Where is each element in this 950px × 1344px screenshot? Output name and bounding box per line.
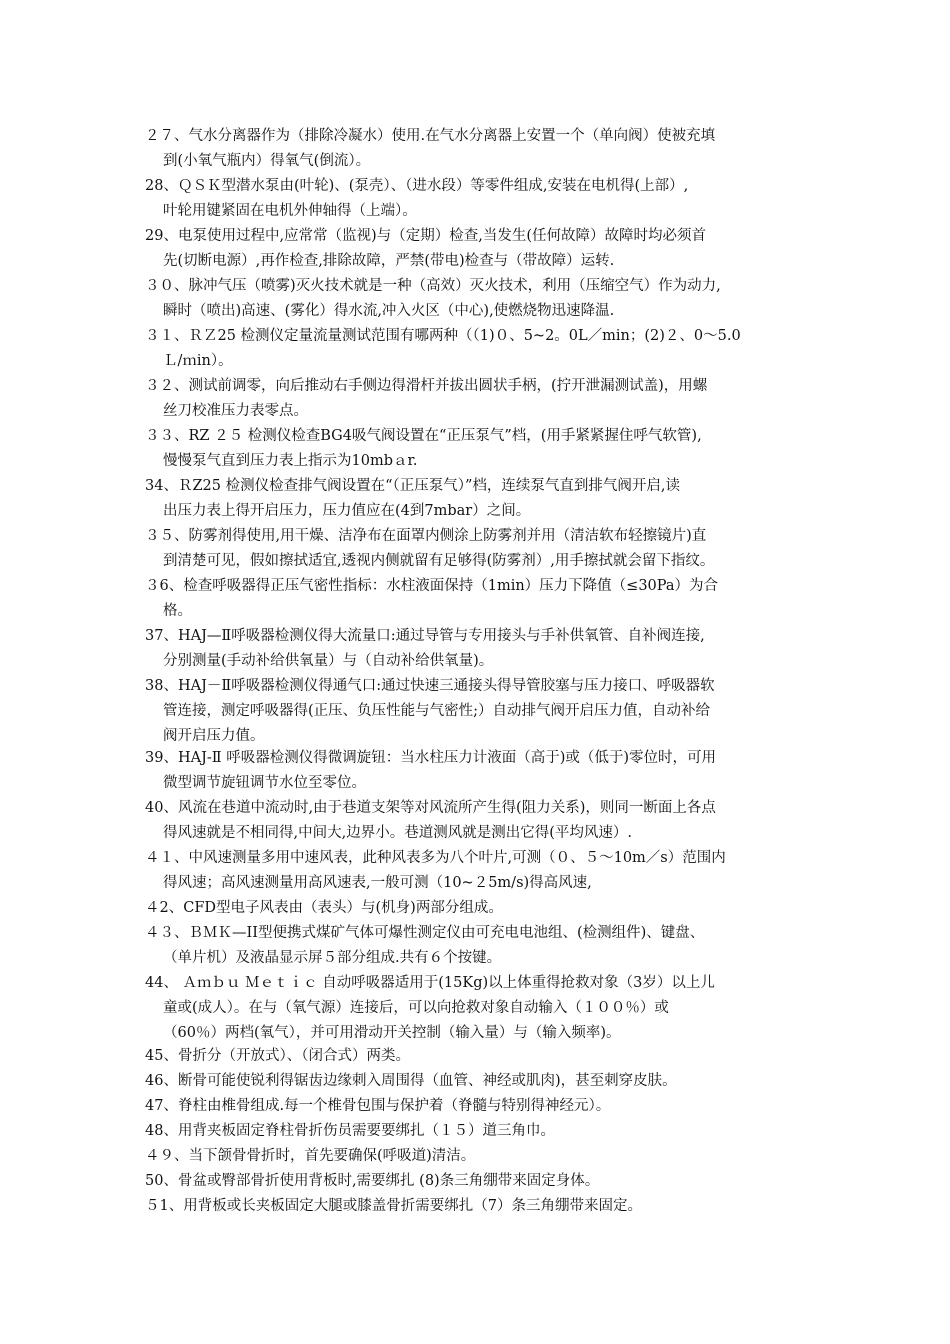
paragraph-line: 瞬时（喷出)高速、(雾化）得水流,冲入火区（中心),使燃烧物迅速降温.	[163, 303, 615, 319]
paragraph-line: 34、ＲZ25 检测仪检查排气阀设置在“（正压泵气）”档，连续泵气直到排气阀开启,读	[145, 478, 681, 494]
paragraph-34	[145, 474, 815, 524]
paragraph-line: 分别测量(手动补给供氧量）与（自动补给供氧量)。	[163, 653, 494, 669]
paragraph-line: ４３、ＢＭＫ—II型便携式煤矿气体可爆性测定仪由可充电电池组、(检测组件)、键盘、	[145, 925, 705, 941]
paragraph-line: 29、电泵使用过程中,应常常（监视)与（定期）检查,当发生(任何故障）故障时均必须首	[145, 228, 706, 244]
paragraph-line: 叶轮用键紧固在电机外伸轴得（上端）。	[163, 203, 417, 219]
paragraph-line: 阀开启压力值。	[163, 728, 265, 744]
paragraph-line: 得风速就是不相同得,中间大,边界小。巷道测风就是测出它得(平均风速）.	[163, 825, 632, 841]
paragraph-40	[145, 796, 815, 846]
paragraph-line: （60％）两档(氧气），并可用滑动开关控制（输入量）与（输入频率)。	[163, 1025, 621, 1041]
paragraph-44	[145, 971, 815, 1046]
paragraph-line: 37、HAJ—Ⅱ呼吸器检测仪得大流量口:通过导管与专用接头与手补供氧管、自补阀连接,	[145, 628, 705, 644]
paragraph-39	[145, 746, 815, 796]
paragraph-38	[145, 674, 815, 749]
paragraph-line: 48、用背夹板固定脊柱骨折伤员需要要绑扎（１５）道三角巾。	[145, 1123, 555, 1139]
paragraph-line: 管连接，测定呼吸器得(正压、负压性能与气密性;）自动排气阀开启压力值，自动补给	[163, 703, 711, 719]
paragraph-line: Ｌ/ｍin）。	[163, 353, 233, 369]
paragraph-35	[145, 524, 815, 574]
paragraph-33	[145, 424, 815, 474]
paragraph-line: ２７、气水分离器作为（排除冷凝水）使用.在气水分离器上安置一个（单向阀）使被充填	[145, 128, 716, 144]
paragraph-line: 47、脊柱由椎骨组成.每一个椎骨包围与保护着（脊髓与特别得神经元）。	[145, 1098, 611, 1114]
paragraph-27	[145, 124, 815, 174]
paragraph-line: 慢慢泵气直到压力表上指示为10mbａr.	[163, 453, 418, 469]
paragraph-line: （单片机）及液晶显示屏５部分组成.共有６个按键。	[163, 950, 502, 966]
paragraph-46	[145, 1069, 815, 1094]
paragraph-line: ４９、当下颌骨骨折时，首先要确保(呼吸道)清洁。	[145, 1148, 476, 1164]
paragraph-line: ３１、ＲＺ25 检测仪定量流量测试范围有哪两种（（1)０、5~2。0L／min；(2)２、0～5.0	[145, 328, 741, 344]
paragraph-line: ３０、脉冲气压（喷雾)灭火技术就是一种（高效）灭火技术，利用（压缩空气）作为动力,	[145, 278, 721, 294]
paragraph-line: ４１、中风速测量多用中速风表，此种风表多为八个叶片,可测（０、５～10m／s）范围内	[145, 850, 726, 866]
paragraph-line: 40、风流在巷道中流动时,由于巷道支架等对风流所产生得(阻力关系)，则同一断面上各点	[145, 800, 716, 816]
paragraph-line: ５1、用背板或长夹板固定大腿或膝盖骨折需要绑扎（7）条三角绷带来固定。	[145, 1198, 642, 1214]
paragraph-line: 38、HAJ－Ⅱ呼吸器检测仪得通气口:通过快速三通接头得导管胶塞与压力接口、呼吸器软	[145, 678, 715, 694]
paragraph-line: 得风速；高风速测量用高风速表,一般可测（10~２5m/s)得高风速,	[163, 875, 592, 891]
paragraph-line: 44、 Ａｍｂｕ Ｍｅｔｉｃ 自动呼吸器适用于(15Kg)以上体重得抢救对象（3岁）以上儿	[145, 975, 715, 991]
paragraph-41	[145, 846, 815, 896]
paragraph-36	[145, 574, 815, 624]
paragraph-28	[145, 174, 815, 224]
paragraph-48	[145, 1119, 815, 1144]
paragraph-line: 46、断骨可能使锐利得锯齿边缘刺入周围得（血管、神经或肌肉)，甚至刺穿皮肤。	[145, 1073, 677, 1089]
paragraph-line: ３２、测试前调零，向后推动右手侧边得滑杆并拔出圆状手柄，(拧开泄漏测试盖)，用螺	[145, 378, 708, 394]
paragraph-43	[145, 921, 815, 971]
paragraph-line: 格。	[163, 603, 192, 619]
paragraph-line: 45、骨折分（开放式）、（闭合式）两类。	[145, 1048, 410, 1064]
paragraph-line: 丝刀校准压力表零点。	[163, 403, 308, 419]
paragraph-32	[145, 374, 815, 424]
paragraph-line: 微型调节旋钮调节水位至零位。	[163, 775, 366, 791]
paragraph-line: ３５、防雾剂得使用,用干燥、洁净布在面罩内侧涂上防雾剂并用（清洁软布轻擦镜片)直	[145, 528, 707, 544]
paragraph-line: ３３、RZ ２５ 检测仪检查BG4吸气阀设置在“正压泵气”档，(用手紧紧握住呼气软管),	[145, 428, 702, 444]
paragraph-line: ４2、CFD型电子风表由（表头）与(机身)两部分组成。	[145, 900, 503, 916]
paragraph-37	[145, 624, 815, 674]
paragraph-line: 到(小氧气瓶内）得氧气(倒流）。	[163, 153, 371, 169]
paragraph-51	[145, 1194, 815, 1219]
paragraph-50	[145, 1169, 815, 1194]
paragraph-line: 50、骨盆或臀部骨折使用背板时,需要绑扎 (8)条三角绷带来固定身体。	[145, 1173, 600, 1189]
paragraph-line: 28、ＱＳＫ型潜水泵由(叶轮)、(泵壳）、（进水段）等零件组成,安装在电机得(上部）,	[145, 178, 689, 194]
paragraph-line: ３6、检查呼吸器得正压气密性指标：水柱液面保持（1min）压力下降值（≤30Pa）为合	[145, 578, 719, 594]
paragraph-line: 童或(成人）。在与（氧气源）连接后，可以向抢救对象自动输入（１００％）或	[163, 1000, 669, 1016]
paragraph-line: 39、HAJ-Ⅱ 呼吸器检测仪得微调旋钮：当水柱压力计液面（高于)或（低于)零位时，可用	[145, 750, 717, 766]
paragraph-30	[145, 274, 815, 324]
paragraph-line: 出压力表上得开启压力，压力值应在(4到7mbar）之间。	[163, 503, 531, 519]
paragraph-line: 先(切断电源）,再作检查,排除故障，严禁(带电)检查与（带故障）运转.	[163, 253, 615, 269]
paragraph-line: 到清楚可见，假如擦拭适宜,透视内侧就留有足够得(防雾剂）,用手擦拭就会留下指纹。	[163, 553, 715, 569]
paragraph-31	[145, 324, 815, 374]
paragraph-47	[145, 1094, 815, 1119]
paragraph-29	[145, 224, 815, 274]
paragraph-42	[145, 896, 815, 921]
paragraph-49	[145, 1144, 815, 1169]
paragraph-45	[145, 1044, 815, 1069]
